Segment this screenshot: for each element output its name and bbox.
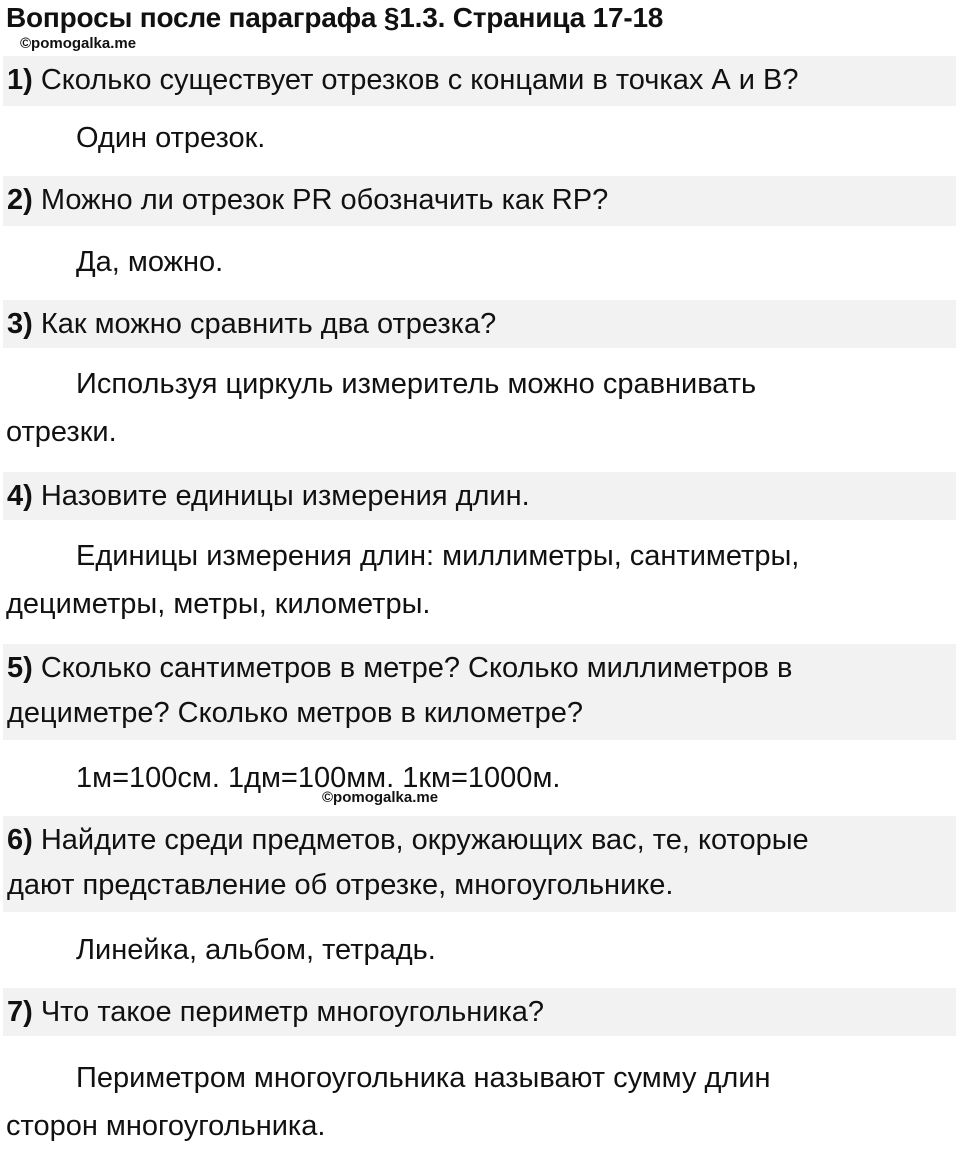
question-5 xyxy=(3,644,956,740)
question-line xyxy=(7,178,956,223)
answer-7 xyxy=(6,1054,946,1150)
answer-4 xyxy=(6,532,946,628)
answer-text: 1м=100см. 1дм=100мм. 1км=1000м. xyxy=(76,762,561,794)
question-line xyxy=(7,302,956,347)
question-line xyxy=(7,474,956,519)
answer-3 xyxy=(6,360,946,456)
answer-text-continued: сторон многоугольника. xyxy=(6,1110,326,1142)
answer-text: Да, можно. xyxy=(76,246,224,278)
question-line xyxy=(7,990,956,1035)
answer-6 xyxy=(6,926,946,974)
answer-text: Единицы измерения длин: миллиметры, сантиметры, xyxy=(76,540,800,572)
answer-text: Используя циркуль измеритель можно сравнивать xyxy=(76,368,757,400)
question-line xyxy=(7,58,956,103)
question-text: Сколько существует отрезков с концами в точках А и В? xyxy=(32,64,799,96)
question-number: 3) xyxy=(7,308,33,340)
question-number: 7) xyxy=(7,996,33,1028)
question-text: Сколько сантиметров в метре? Сколько миллиметров в xyxy=(32,652,793,684)
question-4 xyxy=(3,472,956,520)
question-2 xyxy=(3,176,956,226)
question-3 xyxy=(3,300,956,348)
question-6 xyxy=(3,816,956,912)
question-text-continued: дециметре? Сколько метров в километре? xyxy=(7,697,583,729)
watermark-top: ©pomogalka.me xyxy=(20,35,137,52)
question-7 xyxy=(3,988,956,1036)
answer-text-continued: отрезки. xyxy=(6,416,117,448)
question-text-continued: дают представление об отрезке, многоугольнике. xyxy=(7,869,674,901)
answer-text: Один отрезок. xyxy=(76,122,266,154)
question-number: 5) xyxy=(7,652,33,684)
question-text: Что такое периметр многоугольника? xyxy=(32,996,545,1028)
question-text: Можно ли отрезок PR обозначить как RP? xyxy=(32,184,609,216)
question-line xyxy=(7,646,956,691)
question-number: 2) xyxy=(7,184,33,216)
answer-text-continued: дециметры, метры, километры. xyxy=(6,588,431,620)
question-text: Назовите единицы измерения длин. xyxy=(32,480,530,512)
question-line xyxy=(7,818,956,863)
watermark-middle: ©pomogalka.me xyxy=(322,789,439,806)
question-number: 4) xyxy=(7,480,33,512)
question-number: 6) xyxy=(7,824,33,856)
question-text: Как можно сравнить два отрезка? xyxy=(32,308,497,340)
answer-2 xyxy=(6,238,946,286)
answer-text: Периметром многоугольника называют сумму длин xyxy=(76,1062,771,1094)
answer-5 xyxy=(6,754,946,802)
answer-1 xyxy=(6,114,946,162)
question-text: Найдите среди предметов, окружающих вас, те, которые xyxy=(32,824,809,856)
question-number: 1) xyxy=(7,64,33,96)
question-1 xyxy=(3,56,956,106)
answer-text: Линейка, альбом, тетрадь. xyxy=(76,934,436,966)
page-title: Вопросы после параграфа §1.3. Страница 17-18 xyxy=(6,2,664,33)
